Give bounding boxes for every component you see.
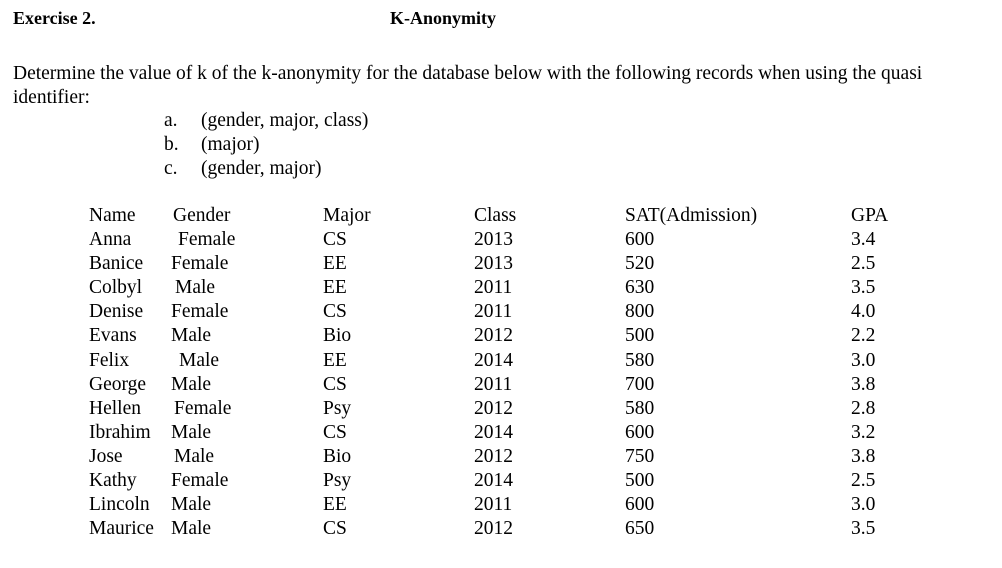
table-row (89, 373, 911, 397)
column-header-name: Name (89, 205, 136, 226)
table-header-row (89, 204, 911, 228)
cell-sat: 600 (625, 494, 655, 516)
cell-gpa: 3.4 (851, 229, 876, 251)
cell-gender: Female (178, 229, 236, 251)
table-row (89, 469, 911, 493)
cell-major: CS (323, 421, 347, 443)
table-row (89, 349, 911, 373)
cell-major: CS (323, 518, 347, 540)
table-row (89, 517, 911, 541)
cell-gpa: 2.5 (851, 470, 876, 492)
cell-gender: Male (171, 421, 212, 443)
cell-name: Evans (89, 325, 137, 347)
option-b (164, 134, 464, 158)
table-row (89, 421, 911, 445)
cell-name: Colbyl (89, 277, 143, 299)
cell-gender: Male (171, 325, 212, 347)
table-row (89, 324, 911, 348)
option-text: (gender, major, class) (201, 110, 369, 131)
cell-sat: 600 (625, 421, 655, 443)
column-header-major: Major (323, 205, 371, 226)
cell-gpa: 2.8 (851, 397, 876, 419)
cell-gender: Female (171, 470, 229, 492)
cell-gender: Male (179, 349, 220, 371)
option-text: (major) (201, 134, 260, 155)
cell-gpa: 3.8 (851, 373, 876, 395)
cell-major: EE (323, 277, 347, 299)
column-header-gender: Gender (173, 205, 231, 226)
cell-major: EE (323, 494, 347, 516)
cell-name: George (89, 373, 147, 395)
cell-major: EE (323, 349, 347, 371)
cell-sat: 520 (625, 253, 655, 275)
option-text: (gender, major) (201, 158, 322, 179)
cell-class: 2013 (474, 229, 513, 251)
table-row (89, 300, 911, 324)
cell-sat: 600 (625, 229, 655, 251)
cell-gpa: 3.5 (851, 277, 876, 299)
instruction-text: Determine the value of k of the k-anonymity for the database below with the following records when using the quasi identifier: (13, 63, 923, 108)
cell-gpa: 2.5 (851, 253, 876, 275)
page-title: K-Anonymity (390, 8, 497, 28)
cell-major: CS (323, 301, 347, 323)
cell-gender: Male (171, 518, 212, 540)
cell-major: Psy (323, 470, 352, 492)
table-row (89, 252, 911, 276)
cell-sat: 700 (625, 373, 655, 395)
cell-gpa: 3.5 (851, 518, 876, 540)
option-letter: b. (164, 134, 179, 155)
cell-name: Maurice (89, 518, 154, 540)
table-row (89, 493, 911, 517)
option-letter: c. (164, 158, 178, 179)
cell-sat: 580 (625, 397, 655, 419)
cell-gender: Male (174, 445, 215, 467)
cell-class: 2011 (474, 301, 513, 323)
cell-name: Denise (89, 301, 144, 323)
exercise-label: Exercise 2. (13, 8, 96, 28)
cell-gpa: 4.0 (851, 301, 876, 323)
cell-gender: Female (171, 253, 229, 275)
cell-class: 2011 (474, 373, 513, 395)
cell-sat: 650 (625, 518, 655, 540)
column-header-sat: SAT(Admission) (625, 205, 758, 226)
cell-class: 2012 (474, 397, 513, 419)
cell-name: Banice (89, 253, 144, 275)
cell-gpa: 2.2 (851, 325, 876, 347)
cell-class: 2011 (474, 277, 513, 299)
cell-name: Hellen (89, 397, 141, 419)
cell-gender: Female (174, 397, 232, 419)
cell-gpa: 3.8 (851, 445, 876, 467)
cell-name: Lincoln (89, 494, 150, 516)
cell-name: Anna (89, 229, 132, 251)
table-row (89, 397, 911, 421)
cell-class: 2012 (474, 325, 513, 347)
table-row (89, 445, 911, 469)
option-a (164, 110, 464, 134)
table-row (89, 228, 911, 252)
cell-class: 2012 (474, 445, 513, 467)
cell-class: 2011 (474, 494, 513, 516)
cell-class: 2014 (474, 470, 513, 492)
cell-sat: 500 (625, 325, 655, 347)
cell-sat: 500 (625, 470, 655, 492)
cell-class: 2012 (474, 518, 513, 540)
cell-gender: Male (171, 494, 212, 516)
cell-sat: 580 (625, 349, 655, 371)
cell-class: 2014 (474, 349, 513, 371)
cell-sat: 750 (625, 445, 655, 467)
cell-major: EE (323, 253, 347, 275)
cell-name: Kathy (89, 470, 137, 492)
cell-major: Bio (323, 325, 352, 347)
cell-gpa: 3.2 (851, 421, 876, 443)
column-header-gpa: GPA (851, 205, 889, 226)
cell-class: 2014 (474, 421, 513, 443)
cell-sat: 630 (625, 277, 655, 299)
records-table (89, 204, 911, 541)
cell-gender: Male (175, 277, 216, 299)
cell-major: CS (323, 229, 347, 251)
table-row (89, 276, 911, 300)
cell-class: 2013 (474, 253, 513, 275)
cell-name: Felix (89, 349, 130, 371)
cell-gender: Male (171, 373, 212, 395)
cell-major: Psy (323, 397, 352, 419)
cell-name: Ibrahim (89, 421, 151, 443)
cell-major: CS (323, 373, 347, 395)
column-header-class: Class (474, 205, 517, 226)
cell-gpa: 3.0 (851, 349, 876, 371)
cell-name: Jose (89, 445, 123, 467)
cell-major: Bio (323, 445, 352, 467)
cell-gpa: 3.0 (851, 494, 876, 516)
option-c (164, 158, 464, 182)
option-letter: a. (164, 110, 178, 131)
cell-gender: Female (171, 301, 229, 323)
cell-sat: 800 (625, 301, 655, 323)
